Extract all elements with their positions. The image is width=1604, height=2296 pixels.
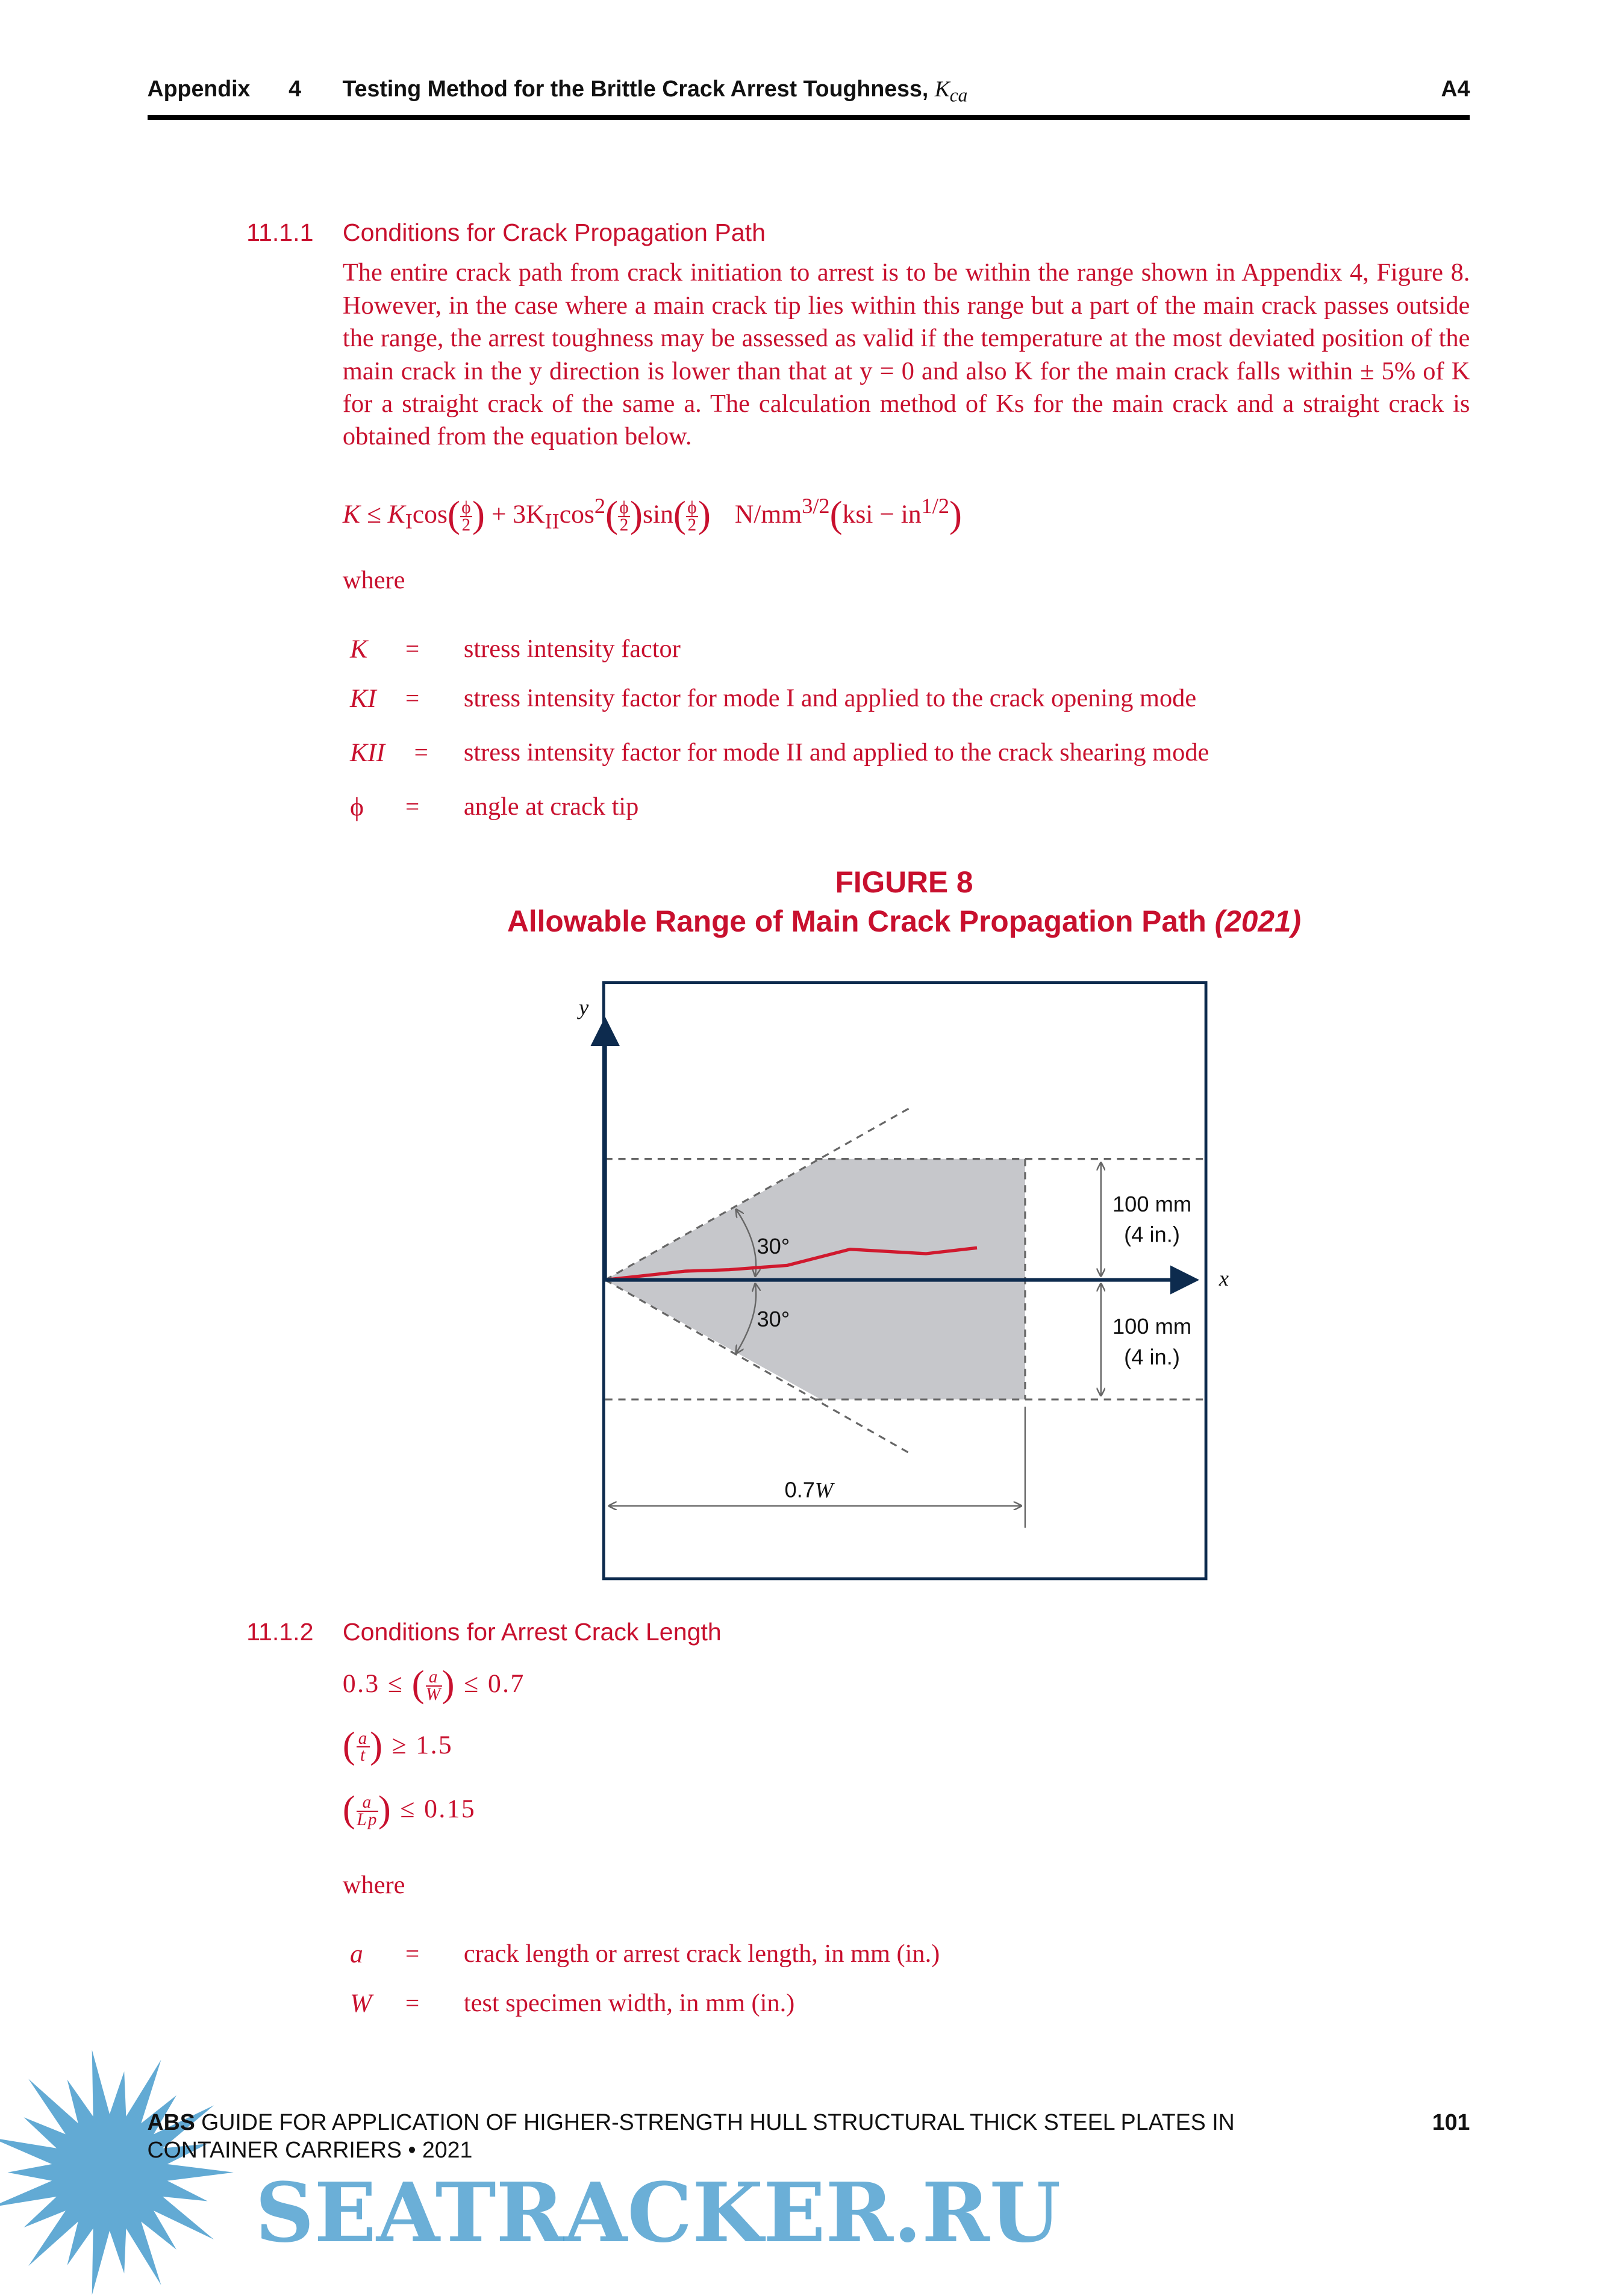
def-symbol: W xyxy=(350,1988,372,2018)
eq-sub2: II xyxy=(545,509,560,534)
stress-intensity-equation: $K \le K_I\cos$( $\frac{\phi}{2}$ ) + $3K_{II}\cos^2$( $\frac{\phi}{2}$ )sin( $\frac{\phi}{2}$ ) $N/mm^{3/2}(ksi - in^{1/2})$ xyxy=(343,493,962,537)
definition-row xyxy=(0,1939,1458,1974)
eq-post: ≥ 1.5 xyxy=(384,1730,453,1759)
eq-sin: sin xyxy=(643,500,673,529)
def-equals: = xyxy=(414,738,428,767)
page-number: 101 xyxy=(1432,2108,1470,2136)
eq-cos: cos xyxy=(413,500,448,529)
section-number: 11.1.1 xyxy=(246,219,313,247)
def-desc: crack length or arrest crack length, in mm (in.) xyxy=(464,1939,940,1968)
def-equals: = xyxy=(405,792,419,821)
eq-units: N/mm xyxy=(735,500,802,529)
dim-top-mm: 100 mm xyxy=(1113,1192,1191,1216)
def-desc: angle at crack tip xyxy=(464,792,638,821)
eq-num: a xyxy=(426,1669,442,1687)
def-symbol: KII xyxy=(350,738,385,768)
figure-year: (2021) xyxy=(1215,904,1301,938)
arrest-eq-3: ( $\frac{a}{Lp}$ ) ≤ 0.15 xyxy=(343,1787,476,1831)
header-code: A4 xyxy=(1441,76,1470,102)
eq-den: t xyxy=(357,1747,370,1764)
eq-den: Lp xyxy=(357,1812,378,1828)
def-equals: = xyxy=(405,683,419,712)
eq-plus: + 3K xyxy=(485,500,545,529)
eq-two: 2 xyxy=(460,517,472,534)
arrest-eq-1: 0.3 ≤ ( $\frac{a}{W}$ ) ≤ 0.7 xyxy=(343,1662,525,1706)
header-symbol: K xyxy=(935,77,950,102)
length-value: 0.7 xyxy=(784,1477,814,1502)
watermark: SEATRACKER.RU xyxy=(255,2168,1061,2258)
def-equals: = xyxy=(405,1988,419,2017)
angle-bottom-label: 30° xyxy=(757,1307,790,1331)
section-title: Conditions for Arrest Crack Length xyxy=(343,1618,722,1646)
watermark-starburst-icon xyxy=(0,2049,248,2296)
header-title: Testing Method for the Brittle Crack Arrest Toughness, xyxy=(343,76,935,101)
def-equals: = xyxy=(405,634,419,663)
eq-ksi: ksi − in xyxy=(843,500,922,529)
def-symbol: ϕ xyxy=(350,792,364,822)
header-number: 4 xyxy=(289,76,301,101)
def-symbol: KI xyxy=(350,683,376,714)
eq-pre: 0.3 ≤ xyxy=(343,1669,412,1698)
eq-cos2: cos xyxy=(560,500,594,529)
eq-post: ≤ 0.15 xyxy=(392,1794,476,1823)
figure-label: FIGURE 8 xyxy=(146,865,1604,900)
eq-sub1: I xyxy=(405,509,413,534)
def-desc: stress intensity factor for mode II and applied to the crack shearing mode xyxy=(464,738,1209,767)
x-axis-label: x xyxy=(1219,1266,1229,1290)
def-desc: stress intensity factor for mode I and applied to the crack opening mode xyxy=(464,683,1196,713)
definition-row xyxy=(0,1988,1458,2023)
dim-bottom-mm: 100 mm xyxy=(1113,1314,1191,1339)
eq-den: W xyxy=(426,1687,442,1703)
dim-top-in: (4 in.) xyxy=(1124,1222,1180,1247)
length-var: W xyxy=(815,1478,835,1502)
y-axis-label: y xyxy=(576,995,589,1019)
eq-exp2: 1/2 xyxy=(922,494,949,518)
angle-top-label: 30° xyxy=(757,1234,790,1258)
def-equals: = xyxy=(405,1939,419,1968)
eq-lhs: K ≤ K xyxy=(343,500,405,529)
length-label xyxy=(784,1477,834,1502)
header-appendix: Appendix xyxy=(148,76,251,101)
def-symbol: a xyxy=(350,1939,363,1969)
eq-sq: 2 xyxy=(594,494,605,518)
footer-line1: GUIDE FOR APPLICATION OF HIGHER-STRENGTH HULL STRUCTURAL THICK STEEL PLATES IN xyxy=(195,2109,1235,2135)
page-footer xyxy=(148,2108,1470,2164)
arrest-eq-2: ( $\frac{a}{t}$ ) ≥ 1.5 xyxy=(343,1723,453,1767)
section-title: Conditions for Crack Propagation Path xyxy=(343,219,766,247)
eq-num: a xyxy=(357,1794,378,1812)
where-label: where xyxy=(343,1870,405,1900)
def-desc: test specimen width, in mm (in.) xyxy=(464,1988,794,2018)
dim-bottom-in: (4 in.) xyxy=(1124,1345,1180,1369)
footer-line2: CONTAINER CARRIERS • 2021 xyxy=(148,2136,1470,2164)
eq-exp: 3/2 xyxy=(802,494,829,518)
footer-brand: ABS xyxy=(148,2109,195,2135)
def-desc: stress intensity factor xyxy=(464,634,681,664)
where-label: where xyxy=(343,565,405,595)
def-symbol: K xyxy=(350,634,367,664)
figure-title-text: Allowable Range of Main Crack Propagation Path xyxy=(507,904,1215,938)
eq-post: ≤ 0.7 xyxy=(456,1669,525,1698)
section-number: 11.1.2 xyxy=(246,1618,313,1646)
eq-num: a xyxy=(357,1731,370,1748)
header-sub: ca xyxy=(950,84,968,105)
section-paragraph: The entire crack path from crack initiation to arrest is to be within the range shown in Appendix 4, Figure 8. However, in the case where a main crack tip lies within this range but a part of the main crack passes outside the range, the arrest toughness may be assessed as valid if the temperature at the most deviated position of the main crack in the y direction is lower than that at y = 0 and also K for the main crack falls within ± 5% of K for a straight crack of the same a. The calculation method of Ks for the main crack and a straight crack is obtained from the equation below. xyxy=(343,257,1470,453)
eq-phi: ϕ xyxy=(460,500,472,517)
